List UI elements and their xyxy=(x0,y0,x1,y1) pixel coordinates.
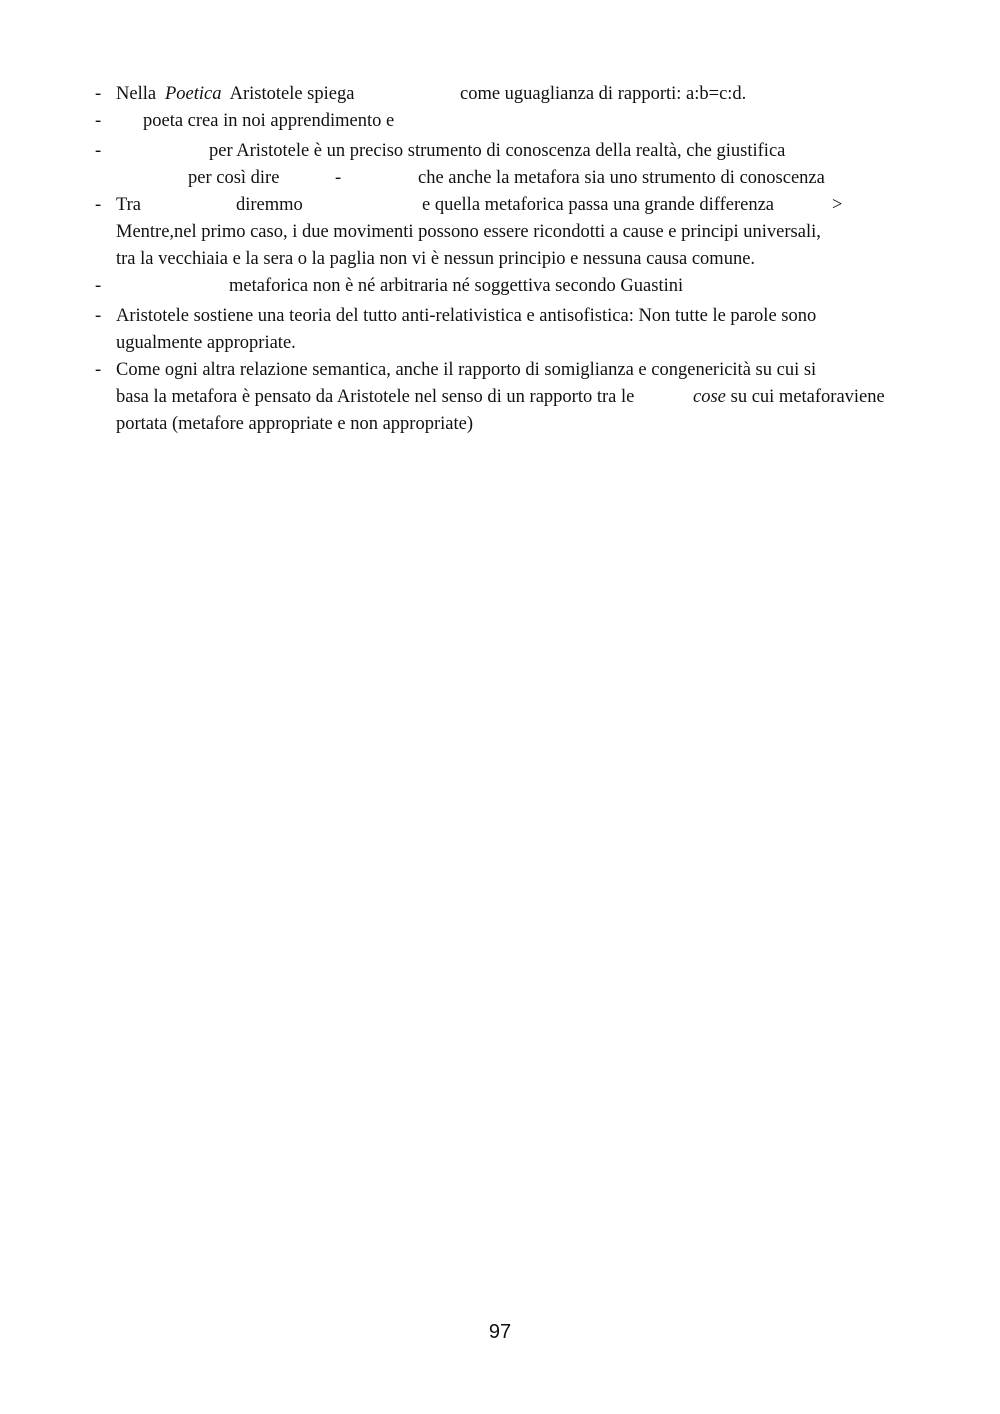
text-segment: basa la metafora è pensato da Aristotele nel senso di un rapporto tra le xyxy=(116,387,639,407)
text-segment: e quella metaforica passa una grande differenza xyxy=(422,195,774,215)
text-segment: come uguaglianza di rapporti: a:b=c:d. xyxy=(460,84,747,104)
list-bullet: - xyxy=(95,195,102,215)
text-segment: Come ogni altra relazione semantica, anche il rapporto di somiglianza e congenericità su cui si xyxy=(116,360,817,380)
list-bullet: - xyxy=(95,360,102,380)
list-bullet: - xyxy=(95,84,102,104)
text-segment: Aristotele spiega xyxy=(226,84,355,104)
page-number: 97 xyxy=(488,1321,512,1343)
list-bullet: - xyxy=(95,306,102,326)
text-segment: - xyxy=(335,168,342,188)
text-segment: tra la vecchiaia e la sera o la paglia non vi è nessun principio e nessuna causa comune. xyxy=(116,249,756,269)
text-segment: per così dire xyxy=(188,168,280,188)
list-bullet: - xyxy=(95,141,102,161)
text-segment: che anche la metafora sia uno strumento di conoscenza xyxy=(418,168,825,188)
italic-title: Poetica xyxy=(165,84,222,104)
text-segment: Aristotele sostiene una teoria del tutto anti-relativistica e antisofistica: Non tutte le parole sono xyxy=(116,306,817,326)
italic-word: cose xyxy=(693,387,726,407)
list-bullet: - xyxy=(95,111,102,131)
text-segment: Tra xyxy=(116,195,142,215)
text-segment: su cui metaforaviene xyxy=(726,387,885,407)
text-segment: Mentre,nel primo caso, i due movimenti possono essere ricondotti a cause e principi universali, xyxy=(116,222,821,242)
text-segment: ugualmente appropriate. xyxy=(116,333,296,353)
list-bullet: - xyxy=(95,276,102,296)
text-segment: metaforica non è né arbitraria né soggettiva secondo Guastini xyxy=(229,276,684,296)
text-segment: poeta crea in noi apprendimento e xyxy=(143,111,395,131)
text-segment: portata (metafore appropriate e non appropriate) xyxy=(116,414,473,434)
text-segment: Nella xyxy=(116,84,161,104)
arrow-symbol: > xyxy=(832,195,843,215)
text-segment: per Aristotele è un preciso strumento di conoscenza della realtà, che giustifica xyxy=(209,141,786,161)
text-segment: diremmo xyxy=(236,195,303,215)
